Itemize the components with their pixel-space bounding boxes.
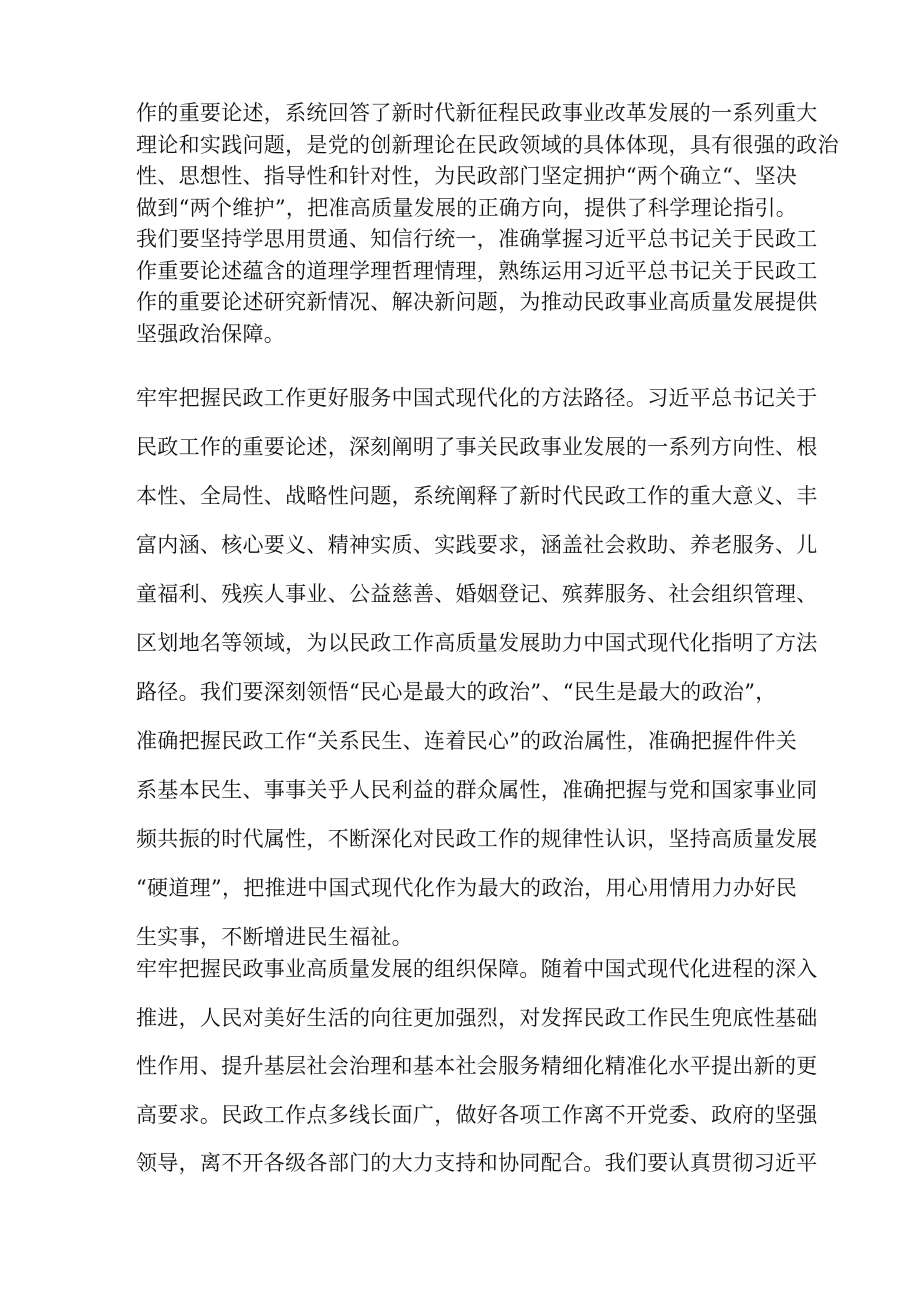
paragraph-3: [136, 945, 818, 1188]
text-line: 高要求。民政工作点多线长面广，做好各项工作离不开党委、政府的坚强: [136, 1102, 818, 1127]
text-line: 路径。我们要深刻领悟“民心是最大的政治”、“民生是最大的政治”，: [136, 680, 777, 704]
text-line: 童福利、残疾人事业、公益慈善、婚姻登记、殡葬服务、社会组织管理、: [136, 582, 818, 606]
text-line: 作的重要论述，系统回答了新时代新征程民政事业改革发展的一系列重大: [136, 101, 818, 125]
text-line: 性、思想性、指导性和针对性，为民政部门坚定拥护“两个确立“、坚决: [136, 164, 798, 188]
text-line: 生实事，不断增进民生福祉。: [136, 925, 413, 949]
text-line: 本性、全局性、战略性问题，系统阐释了新时代民政工作的重大意义、丰: [136, 484, 818, 508]
text-line: 系基本民生、事事关乎人民利益的群众属性，准确把握与党和国家事业同: [136, 778, 818, 802]
text-line: 推进，人民对美好生活的向往更加强烈，对发挥民政工作民生兜底性基础: [136, 1005, 818, 1030]
text-line: 富内涵、核心要义、精神实质、实践要求，涵盖社会救助、养老服务、儿: [136, 533, 818, 557]
text-line: 区划地名等领域，为以民政工作高质量发展助力中国式现代化指明了方法: [136, 631, 818, 655]
text-line: 民政工作的重要论述，深刻阐明了事关民政事业发展的一系列方向性、根: [136, 435, 818, 459]
paragraph-2: [136, 374, 818, 962]
paragraph-1: [136, 98, 839, 350]
text-line: 领导，离不开各级各部门的大力支持和协同配合。我们要认真贯彻习近平: [136, 1151, 818, 1175]
text-line: 牢牢把握民政事业高质量发展的组织保障。随着中国式现代化进程的深入: [136, 957, 818, 981]
text-line: 频共振的时代属性，不断深化对民政工作的规律性认识，坚持高质量发展: [136, 827, 818, 851]
text-line: 准确把握民政工作“关系民生、连着民心”的政治属性，准确把握件件关: [136, 729, 798, 753]
text-line: “硬道理”，把推进中国式现代化作为最大的政治，用心用情用力办好民: [136, 876, 798, 900]
text-line: 牢牢把握民政工作更好服务中国式现代化的方法路径。习近平总书记关于: [136, 386, 818, 410]
text-line: 坚强政治保障。: [136, 321, 286, 346]
text-line: 性作用、提升基层社会治理和基本社会服务精细化精准化水平提出新的更: [136, 1054, 818, 1078]
text-line: 我们要坚持学思用贯通、知信行统一，准确掌握习近平总书记关于民政工: [136, 227, 818, 251]
text-line: 理论和实践问题，是党的创新理论在民政领域的具体体现，具有很强的政治: [136, 132, 839, 157]
text-line: 作的重要论述研究新情况、解决新问题，为推动民政事业高质量发展提供: [136, 290, 818, 314]
text-line: 作重要论述蕴含的道理学理哲理情理，熟练运用习近平总书记关于民政工: [136, 258, 818, 283]
text-line: 做到“两个维护”，把准高质量发展的正确方向，提供了科学理论指引。: [136, 195, 798, 220]
